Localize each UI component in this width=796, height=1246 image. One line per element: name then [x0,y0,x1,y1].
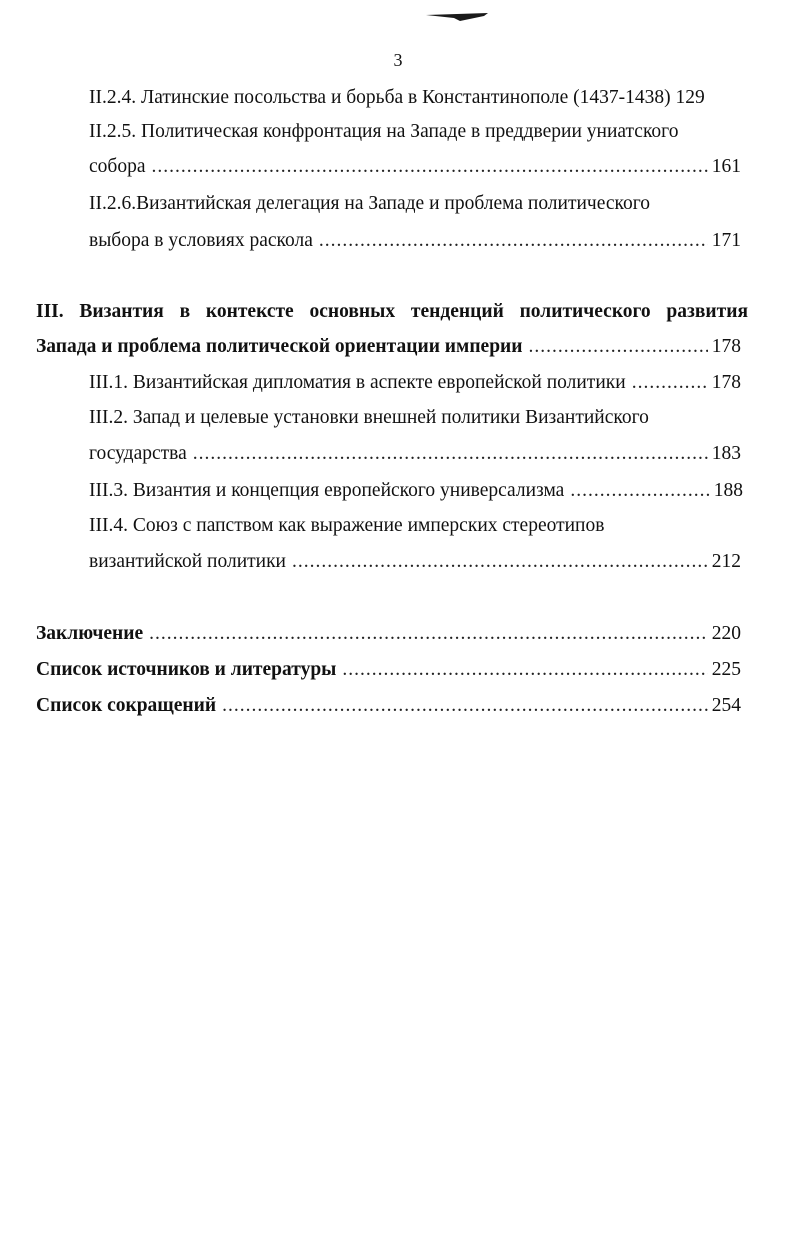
page-number: 3 [393,50,403,70]
dot-leader [632,371,708,395]
dot-leader [222,694,708,718]
toc-entry-page: 188 [713,480,743,501]
toc-entry-2-2-6: II.2.6.Византийская делегация на Западе и проблема политического [89,193,651,214]
toc-chapter-3-heading: III. Византия в контексте основных тенденций политического развития [36,301,748,322]
toc-entry-3-3 [89,479,743,503]
toc-chapter-3-heading-cont [36,335,741,359]
toc-entry-2-2-5: II.2.5. Политическая конфронтация на Западе в преддверии униатского [89,121,679,142]
toc-entry-2-2-6-cont [89,229,741,253]
toc-entry-label: Список источников и литературы [36,659,337,680]
toc-entry-page: 254 [711,695,741,716]
toc-entry-label: III.3. Византия и концепция европейского универсализма [89,480,565,501]
toc-entry-page: 178 [711,336,741,357]
toc-entry-conclusion [36,622,741,646]
dot-leader [151,155,707,179]
toc-entry-page: 225 [711,659,741,680]
dot-leader [319,229,708,253]
dot-leader [193,442,708,466]
toc-entry-label: Запада и проблема политической ориентации империи [36,336,523,357]
toc-entry-3-1 [89,371,741,395]
toc-entry-page: 183 [711,443,741,464]
dot-leader [529,335,708,359]
toc-entry-page: 161 [711,156,741,177]
scan-mark [426,12,488,22]
toc-entry-2-2-4: II.2.4. Латинские посольства и борьба в Константинополе (1437-1438) 129 [89,87,705,108]
toc-entry-sources [36,658,741,682]
toc-entry-3-4: III.4. Союз с папством как выражение имперских стереотипов [89,515,605,536]
toc-entry-3-2-cont [89,442,741,466]
dot-leader [570,479,709,503]
dot-leader [149,622,708,646]
toc-entry-label: III.1. Византийская дипломатия в аспекте европейской политики [89,372,626,393]
toc-entry-2-2-5-cont [89,155,741,179]
toc-entry-label: государства [89,443,187,464]
toc-entry-label: собора [89,156,146,177]
toc-entry-page: 178 [711,372,741,393]
dot-leader [292,550,708,574]
dot-leader [342,658,707,682]
toc-entry-label: Заключение [36,623,144,644]
toc-entry-label: византийской политики [89,551,286,572]
toc-entry-label: Список сокращений [36,695,217,716]
toc-entry-3-4-cont [89,550,741,574]
toc-entry-page: 171 [711,230,741,251]
toc-entry-3-2: III.2. Запад и целевые установки внешней политики Византийского [89,407,649,428]
toc-entry-page: 220 [711,623,741,644]
toc-entry-abbreviations [36,694,741,718]
toc-entry-page: 212 [711,551,741,572]
toc-entry-label: выбора в условиях раскола [89,230,313,251]
